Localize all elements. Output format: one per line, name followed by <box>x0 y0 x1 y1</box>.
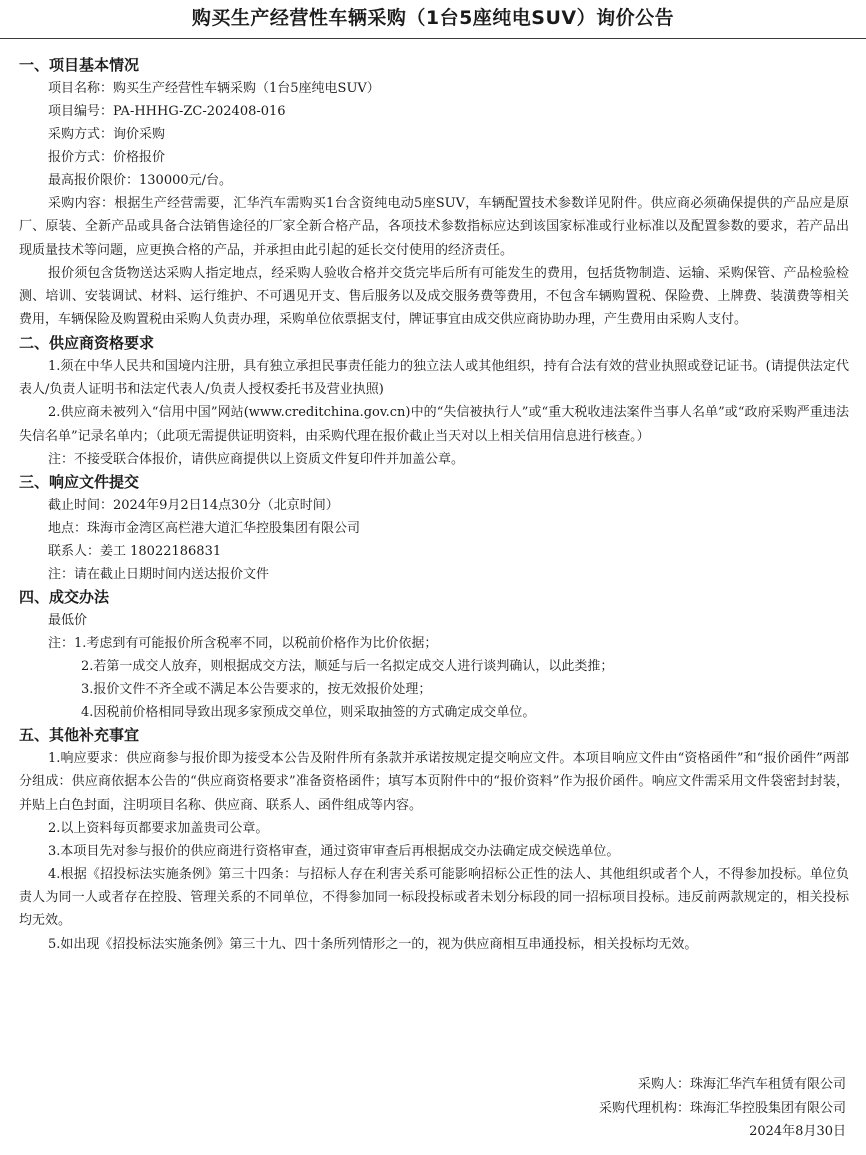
other-item-5: 5.如出现《招投标法实施条例》第三十九、四十条所列情形之一的，视为供应商相互串通投标，相关投标均无效。 <box>48 936 698 952</box>
other-item-1: 1.响应要求：供应商参与报价即为接受本公告及附件所有条款并承诺按规定提交响应文件。本项目响应文件由“资格函件”和“报价函件”两部分组成：供应商依据本公告的“供应商资格要求”准备资格函件；填写本页附件中的“报价资料”作为报价函件。响应文件需采用文件袋密封封装，并贴上白色封面，注明项目名称、供应商、联系人、函件组成等内容。 <box>19 750 849 813</box>
quote-method: 报价方式：价格报价 <box>48 150 166 165</box>
qualification-note: 注：不接受联合体报价，请供应商提供以上资质文件复印件并加盖公章。 <box>48 451 465 467</box>
notice-body <box>19 54 849 956</box>
max-price: 最高报价限价：130000元/台。 <box>48 173 233 188</box>
section-heading-other: 五、其他补充事宜 <box>19 725 140 744</box>
procurement-content: 采购内容：根据生产经营需要，汇华汽车需购买1台含资纯电动5座SUV，车辆配置技术参数详见附件。供应商必须确保提供的产品应是原厂、原装、全新产品或具备合法销售途径的厂家全新合格产品，各项技术参数指标应达到该国家标准或行业标准以及配置参数的要求，若产品出现质量技术等问题，应更换合格的产品，并承担由此引起的延长交付使用的经济责任。 <box>19 196 849 258</box>
other-item-3: 3.本项目先对参与报价的供应商进行资格审查，通过资审审查后再根据成交办法确定成交候选单位。 <box>48 843 620 859</box>
qualification-item-1: 1.须在中华人民共和国境内注册，具有独立承担民事责任能力的独立法人或其他组织，持有合法有效的营业执照或登记证书。(请提供法定代表人/负责人证明书和法定代表人/负责人授权委托书及营业执照) <box>19 358 849 398</box>
submission-deadline: 截止时间：2024年9月2日14点30分（北京时间） <box>48 497 339 513</box>
award-note-2: 2.若第一成交人放弃，则根据成交方法，顺延与后一名拟定成交人进行谈判确认，以此类推； <box>81 658 614 674</box>
section-heading-qualification: 二、供应商资格要求 <box>19 333 155 352</box>
award-rule: 最低价 <box>48 612 88 628</box>
notice-title: 购买生产经营性车辆采购（1台5座纯电SUV）询价公告 <box>191 7 675 29</box>
other-item-4: 4.根据《招投标法实施条例》第三十四条：与招标人存在利害关系可能影响招标公正性的法人、其他组织或者个人，不得参加投标。单位负责人为同一人或者存在控股、管理关系的不同单位，不得参加同一标段投标或者未划分标段的同一招标项目投标。违反前两款规定的，相关投标均无效。 <box>19 866 849 929</box>
procurement-agent: 采购代理机构：珠海汇华控股集团有限公司 <box>598 1100 846 1116</box>
other-item-2: 2.以上资料每页都要求加盖贵司公章。 <box>48 820 269 836</box>
submission-note: 注：请在截止日期时间内送达报价文件 <box>48 566 270 582</box>
section-project-info <box>19 54 849 332</box>
award-note-3: 3.报价文件不齐全或不满足本公告要求的，按无效报价处理； <box>81 681 432 697</box>
section-heading-award: 四、成交办法 <box>19 587 110 606</box>
notice-date: 2024年8月30日 <box>749 1124 846 1139</box>
section-response-submission <box>19 471 849 586</box>
procurement-method: 采购方式：询价采购 <box>48 127 166 142</box>
submission-address: 地点：珠海市金湾区高栏港大道汇华控股集团有限公司 <box>48 520 361 536</box>
project-name: 项目名称：购买生产经营性车辆采购（1台5座纯电SUV） <box>48 81 380 96</box>
submission-contact: 联系人：姜工 18022186831 <box>48 543 222 559</box>
section-award-method <box>19 586 849 724</box>
section-other-matters <box>19 724 849 956</box>
section-supplier-qualification <box>19 332 849 471</box>
title-divider <box>0 38 866 39</box>
award-note-1: 注：1.考虑到有可能报价所含税率不同，以税前价格作为比价依据； <box>48 635 438 651</box>
qualification-item-2: 2.供应商未被列入“信用中国”网站(www.creditchina.gov.cn)中的“失信被执行人”或“重大税收违法案件当事人名单”或“政府采购严重违法失信名单”记录名单内；（此项无需提供证明资料，由采购代理在报价截止当天对以上相关信用信息进行核查。） <box>19 405 849 444</box>
purchaser: 采购人：珠海汇华汽车租赁有限公司 <box>637 1077 846 1092</box>
section-heading-submission: 三、响应文件提交 <box>19 472 140 491</box>
section-heading-project-info: 一、项目基本情况 <box>19 56 140 74</box>
award-note-4: 4.因税前价格相同导致出现多家预成交单位，则采取抽签的方式确定成交单位。 <box>81 704 536 720</box>
project-number: 项目编号：PA-HHHG-ZC-202408-016 <box>48 104 286 119</box>
quote-scope: 报价须包含货物送达采购人指定地点，经采购人验收合格并交货完毕后所有可能发生的费用，包括货物制造、运输、采购保管、产品检验检测、培训、安装调试、材料、运行维护、不可遇见开支、售后服务以及成交服务费等费用，不包含车辆购置税、保险费、上牌费、装潢费等相关费用，车辆保险及购置税由采购人负责办理，采购单位依票据支付，牌证事宜由成交供应商协助办理，产生费用由采购人支付。 <box>19 265 849 328</box>
notice-footer <box>599 1073 846 1144</box>
